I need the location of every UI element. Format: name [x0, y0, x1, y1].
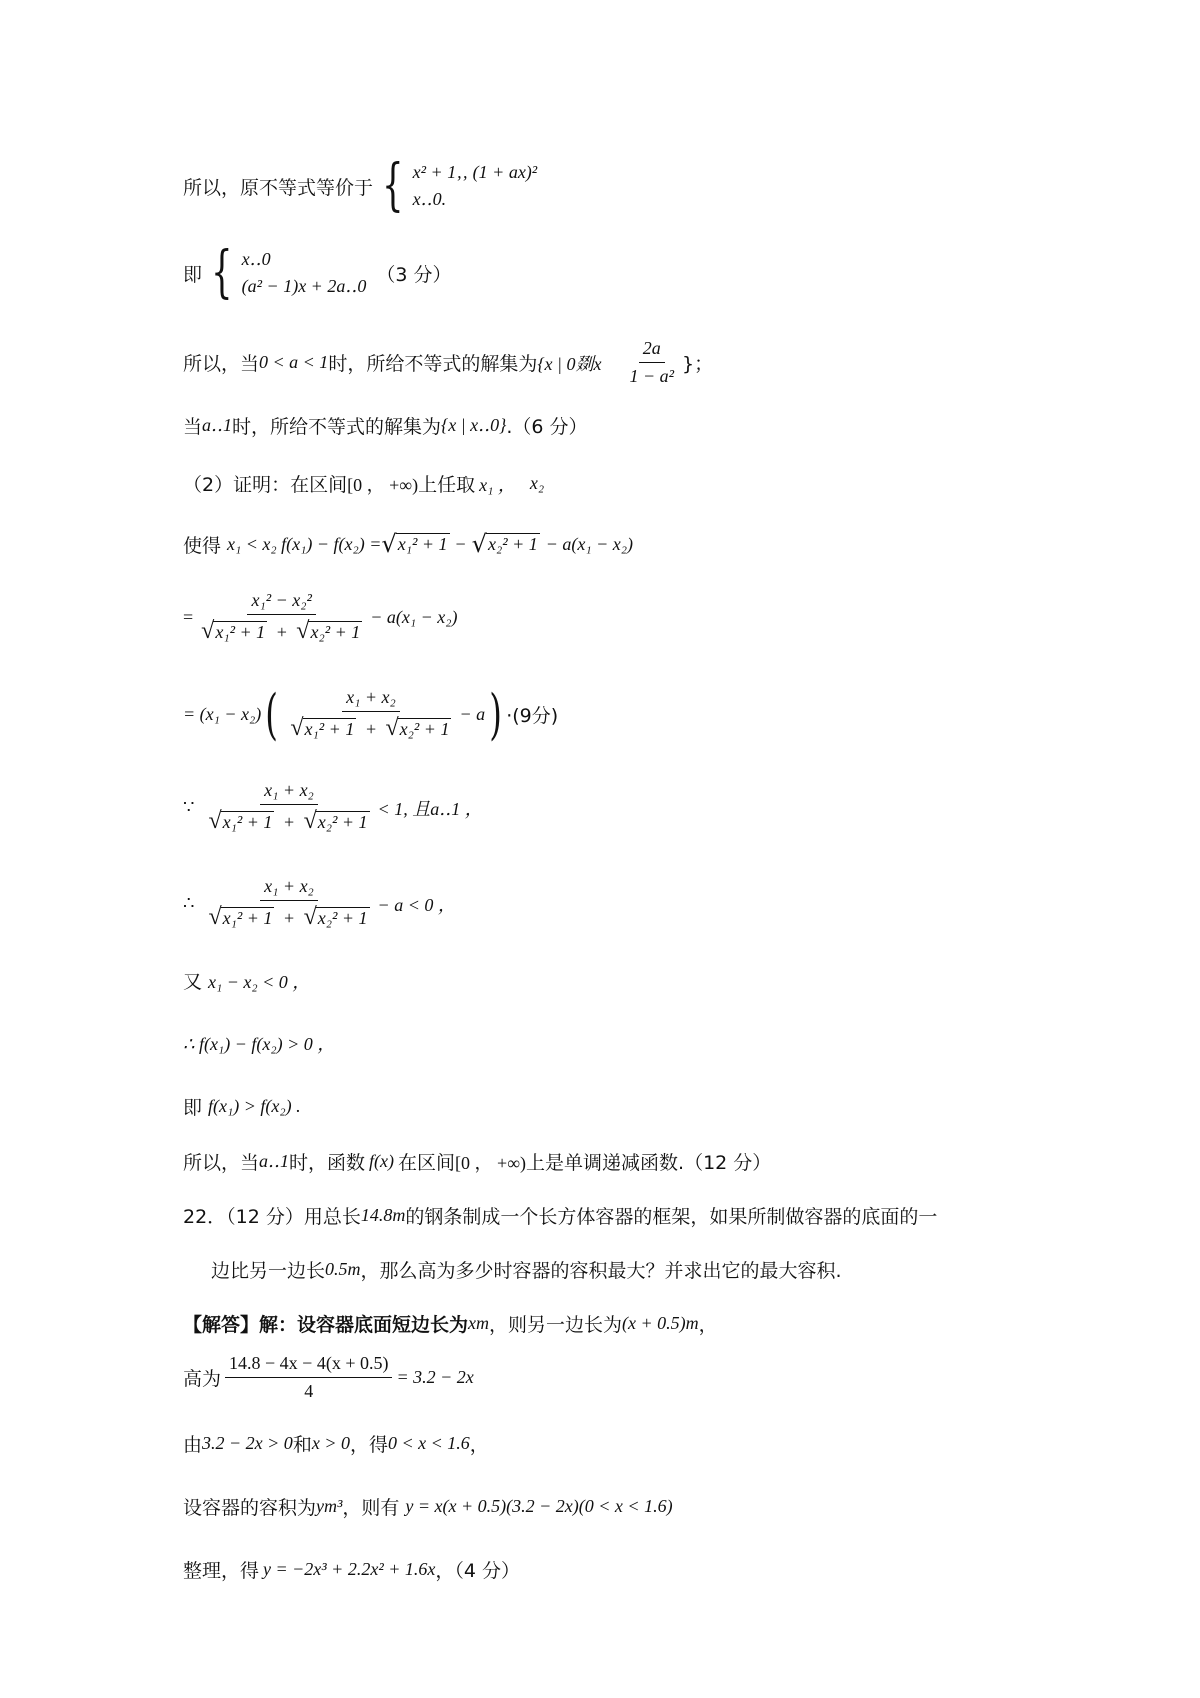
variable: x₂ — [529, 473, 545, 493]
text: （2）证明：在区间 — [183, 474, 348, 496]
line-volume — [183, 1493, 673, 1520]
inequality-system — [413, 162, 538, 210]
condition: a‥1 — [259, 1151, 290, 1171]
condition: 0 < a < 1 — [259, 352, 329, 372]
fraction — [625, 338, 678, 387]
text: 即 — [183, 1097, 203, 1119]
radicand: x₁² + 1 — [222, 812, 273, 832]
text: 上是单调递减函数.（12 分） — [526, 1152, 772, 1174]
solution-set: {x | x‥0} — [441, 415, 507, 435]
radicand: x₂² + 1 — [487, 534, 538, 554]
line-also — [183, 967, 310, 994]
denominator: 1 − a² — [629, 366, 674, 386]
expression: f(x₁) > f(x₂) . — [208, 1096, 301, 1116]
text: 整理，得 — [183, 1560, 260, 1582]
condition: a‥1 — [202, 415, 233, 435]
line-system-2 — [183, 240, 452, 305]
text: 当 — [183, 416, 203, 438]
text: 所以，当 — [183, 1152, 260, 1174]
expression: − a — [459, 704, 486, 724]
numerator: x₁² − x₂² — [247, 590, 315, 615]
text: 和 — [292, 1434, 312, 1456]
score-note: （3 分） — [376, 263, 452, 286]
radical-symbol: √ — [303, 808, 317, 834]
text: 上任取 — [418, 474, 476, 496]
brace-symbol: { — [382, 153, 404, 218]
solution-set: {x | 0剟x — [537, 353, 602, 374]
interval: [0 ， +∞) — [347, 474, 419, 495]
operator: + — [282, 908, 296, 928]
text: 边比另一边长 — [211, 1260, 326, 1282]
numerator: 2a — [639, 338, 665, 363]
length: 0.5m — [325, 1259, 361, 1279]
line-difference — [183, 530, 633, 558]
fraction — [197, 590, 366, 645]
denominator — [204, 805, 373, 835]
text: 所以，原不等式等价于 — [183, 176, 374, 199]
radical-symbol: √ — [381, 530, 397, 558]
line-step-2 — [183, 683, 558, 746]
expression: = 3.2 − 2x — [396, 1367, 474, 1387]
variable: xm — [468, 1313, 490, 1333]
text: 时，函数 — [289, 1152, 366, 1174]
text: 由 — [183, 1434, 203, 1456]
line-monotonic — [183, 1148, 771, 1175]
radicand: x₂² + 1 — [399, 719, 450, 739]
text: 又 — [183, 971, 203, 993]
expression: 3.2 − 2x > 0 — [202, 1433, 293, 1453]
radicand: x₂² + 1 — [310, 622, 361, 642]
expression: y = −2x³ + 2.2x² + 1.6x — [263, 1559, 436, 1579]
text: ，得 — [349, 1434, 388, 1456]
numerator: x₁ + x₂ — [260, 876, 318, 901]
line-conclusion — [183, 1093, 301, 1120]
text: 高为 — [183, 1368, 222, 1390]
numerator: x₁ + x₂ — [342, 687, 400, 712]
text: ，则另一边长为 — [489, 1314, 623, 1336]
fraction — [286, 687, 455, 742]
expression: x₁ < x₂ f(x₁) − f(x₂) = — [227, 533, 382, 554]
text: 设容器的容积为 — [183, 1497, 317, 1519]
text: 22．（12 分）用总长 — [183, 1206, 361, 1228]
denominator — [204, 901, 373, 931]
radical-symbol: √ — [201, 618, 215, 644]
numerator: 14.8 − 4x − 4(x + 0.5) — [225, 1353, 392, 1378]
text: 即 — [183, 263, 203, 286]
system-row: x‥0 — [241, 249, 271, 269]
fraction — [204, 780, 373, 835]
text: ，则有 — [342, 1497, 400, 1519]
text: 时，所给不等式的解集为 — [232, 416, 442, 438]
text: 时，所给不等式的解集为 — [328, 353, 538, 375]
operator: + — [275, 622, 288, 642]
text: }； — [682, 353, 714, 375]
text: 使得 — [183, 534, 222, 557]
expression: (x + 0.5)m — [622, 1313, 699, 1333]
operator: = — [183, 607, 194, 627]
fraction — [204, 876, 373, 931]
text: ，（4 分） — [435, 1560, 520, 1582]
line-answer-start — [183, 1310, 718, 1337]
expression: − a(x₁ − x₂) — [370, 607, 458, 627]
line-because — [183, 780, 483, 835]
radical-symbol: √ — [303, 904, 317, 930]
score-note: ·(9分) — [506, 705, 559, 727]
radical-symbol: √ — [208, 904, 222, 930]
text: ，那么高为多少时容器的容积最大？并求出它的最大容积. — [360, 1260, 842, 1282]
expression: x₁ − x₂ < 0 ， — [208, 971, 311, 992]
expression: y = x(x + 0.5)(3.2 − 2x)(0 < x < 1.6) — [405, 1496, 673, 1516]
line-solution-set-2 — [183, 412, 588, 439]
variable: x₁ ， — [479, 474, 516, 495]
denominator — [197, 615, 366, 645]
numerator: x₁ + x₂ — [260, 780, 318, 805]
system-row: (a² − 1)x + 2a‥0 — [241, 276, 367, 296]
fraction — [225, 1353, 392, 1402]
text: 在区间 — [398, 1152, 456, 1174]
text: 所以，当 — [183, 353, 260, 375]
function: f(x) — [369, 1151, 395, 1171]
radical-symbol: √ — [290, 715, 304, 741]
length: 14.8m — [360, 1205, 406, 1225]
therefore-symbol: ∴ — [183, 893, 195, 913]
radical-symbol: √ — [385, 715, 399, 741]
radical-symbol: √ — [471, 530, 487, 558]
radical-symbol: √ — [296, 618, 310, 644]
line-therefore-1 — [183, 876, 456, 931]
line-therefore-2 — [183, 1030, 335, 1056]
radicand: x₂² + 1 — [317, 908, 368, 928]
line-proof-start — [183, 470, 544, 497]
paren-symbol: ) — [489, 683, 502, 746]
text: ， — [469, 1434, 489, 1456]
expression: − a < 0 ， — [377, 894, 456, 915]
operator: − — [455, 533, 466, 554]
line-domain — [183, 1430, 489, 1457]
operator: + — [364, 719, 377, 739]
inequality-system — [242, 249, 367, 297]
system-row: x‥0. — [412, 189, 447, 209]
line-problem-22 — [183, 1202, 937, 1229]
paren-symbol: ( — [265, 683, 279, 746]
line-solution-set-1 — [183, 338, 713, 387]
radicand: x₁² + 1 — [397, 534, 448, 554]
line-problem-22-cont — [211, 1256, 842, 1283]
system-row: x² + 1‚‚ (1 + ax)² — [412, 162, 538, 182]
brace-symbol: { — [211, 240, 233, 305]
line-simplify — [183, 1556, 520, 1583]
expression: < 1, 且a‥1 ， — [377, 798, 483, 819]
line-step-1 — [183, 590, 458, 645]
text: 【解答】解：设容器底面短边长为 — [183, 1314, 469, 1336]
expression: = (x₁ − x₂) — [183, 704, 262, 724]
radicand: x₁² + 1 — [304, 719, 355, 739]
because-symbol: ∵ — [183, 797, 195, 817]
line-height — [183, 1353, 474, 1402]
interval: [0 ， +∞) — [455, 1152, 527, 1173]
denominator — [286, 712, 455, 742]
line-equivalent-system — [183, 153, 538, 218]
text: .（6 分） — [506, 416, 588, 438]
radicand: x₁² + 1 — [222, 908, 273, 928]
operator: + — [282, 812, 296, 832]
denominator: 4 — [304, 1381, 314, 1401]
text: 的钢条制成一个长方体容器的框架，如果所制做容器的底面的一 — [405, 1206, 938, 1228]
variable: ym³ — [316, 1496, 343, 1516]
radicand: x₁² + 1 — [215, 622, 266, 642]
text: ， — [698, 1314, 718, 1336]
expression: x > 0 — [311, 1433, 350, 1453]
expression: ∴ f(x₁) − f(x₂) > 0 ， — [183, 1034, 336, 1054]
radical-symbol: √ — [208, 808, 222, 834]
radicand: x₂² + 1 — [317, 812, 368, 832]
expression: 0 < x < 1.6 — [387, 1433, 470, 1453]
expression: − a(x₁ − x₂) — [545, 533, 634, 554]
